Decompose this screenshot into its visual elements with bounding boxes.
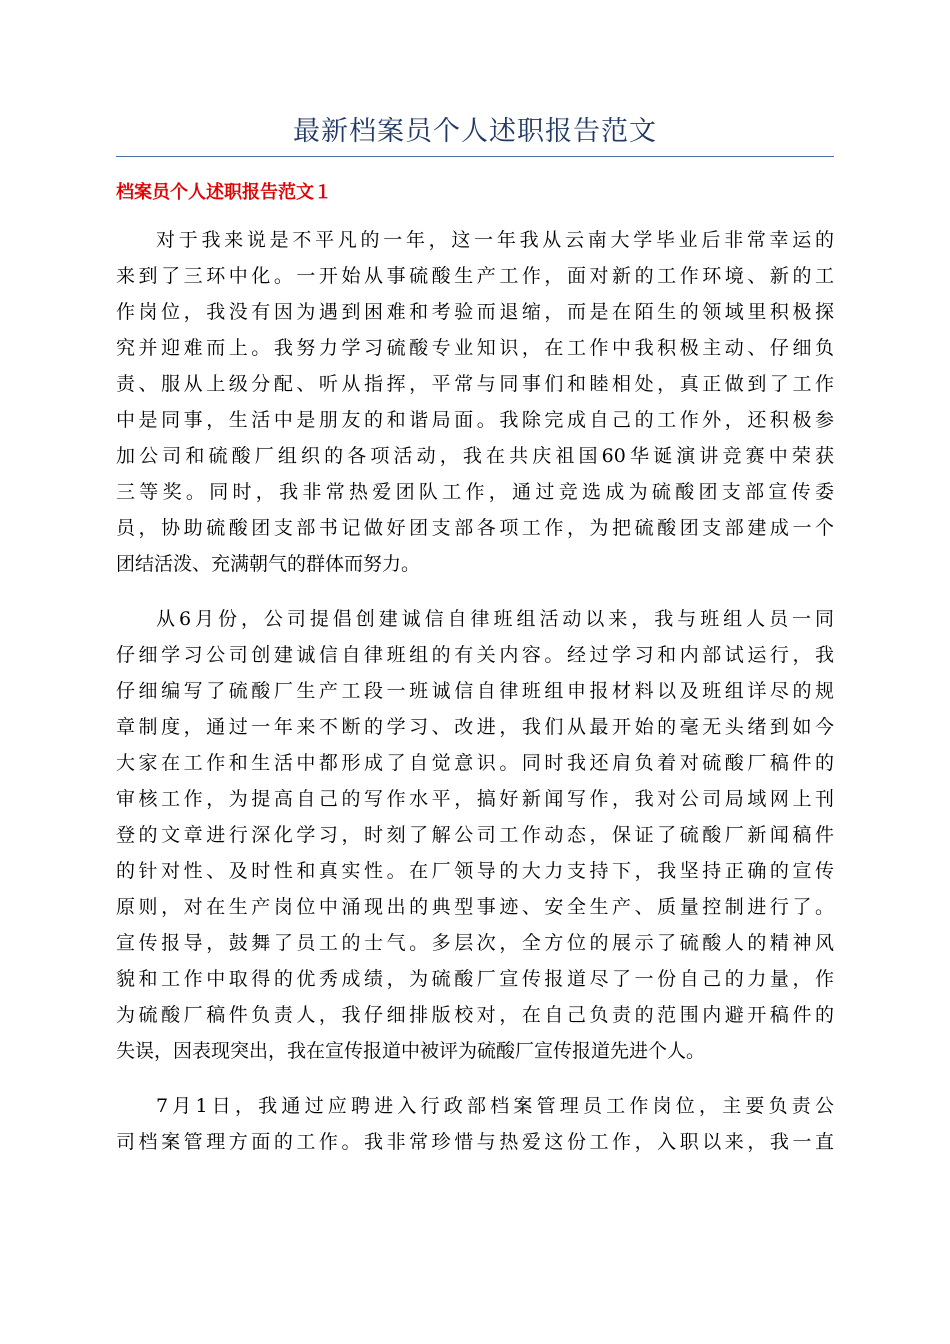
paragraph-line: 责、服从上级分配、听从指挥，平常与同事们和睦相处，真正做到了工作 — [116, 373, 834, 395]
paragraph-line: 原则，对在生产岗位中涌现出的典型事迹、安全生产、质量控制进行了。 — [116, 896, 834, 918]
document-body — [116, 222, 834, 1179]
paragraph-3 — [116, 1088, 834, 1160]
paragraph-line: 审核工作，为提高自己的写作水平，搞好新闻写作，我对公司局域网上刊 — [116, 788, 834, 810]
paragraph-line: 来到了三环中化。一开始从事硫酸生产工作，面对新的工作环境、新的工 — [116, 265, 834, 287]
paragraph-line: 7月1日，我通过应聘进入行政部档案管理员工作岗位，主要负责公 — [156, 1095, 834, 1117]
title-underline — [116, 156, 834, 157]
paragraph-2 — [116, 601, 834, 1069]
paragraph-line: 为硫酸厂稿件负责人，我仔细排版校对，在自己负责的范围内避开稿件的 — [116, 1004, 834, 1026]
section-heading: 档案员个人述职报告范文１ — [116, 182, 332, 203]
paragraph-line: 貌和工作中取得的优秀成绩，为硫酸厂宣传报道尽了一份自己的力量，作 — [116, 968, 834, 990]
paragraph-line: 究并迎难而上。我努力学习硫酸专业知识，在工作中我积极主动、仔细负 — [116, 337, 834, 359]
paragraph-line: 宣传报导，鼓舞了员工的士气。多层次，全方位的展示了硫酸人的精神风 — [116, 932, 834, 954]
paragraph-line: 的针对性、及时性和真实性。在厂领导的大力支持下，我坚持正确的宣传 — [116, 860, 834, 882]
paragraph-line: 登的文章进行深化学习，时刻了解公司工作动态，保证了硫酸厂新闻稿件 — [116, 824, 834, 846]
paragraph-line: 从6月份，公司提倡创建诚信自律班组活动以来，我与班组人员一同 — [156, 608, 834, 630]
paragraph-line: 大家在工作和生活中都形成了自觉意识。同时我还肩负着对硫酸厂稿件的 — [116, 752, 834, 774]
paragraph-line: 三等奖。同时，我非常热爱团队工作，通过竞选成为硫酸团支部宣传委 — [116, 481, 834, 503]
paragraph-line: 中是同事，生活中是朋友的和谐局面。我除完成自己的工作外，还积极参 — [116, 409, 834, 431]
paragraph-line: 失误，因表现突出，我在宣传报道中被评为硫酸厂宣传报道先进个人。 — [116, 1040, 706, 1062]
paragraph-line: 对于我来说是不平凡的一年，这一年我从云南大学毕业后非常幸运的 — [156, 229, 834, 251]
paragraph-line: 员，协助硫酸团支部书记做好团支部各项工作，为把硫酸团支部建成一个 — [116, 517, 834, 539]
paragraph-line: 章制度，通过一年来不断的学习、改进，我们从最开始的毫无头绪到如今 — [116, 716, 834, 738]
paragraph-line: 司档案管理方面的工作。我非常珍惜与热爱这份工作，入职以来，我一直 — [116, 1131, 834, 1153]
paragraph-line: 作岗位，我没有因为遇到困难和考验而退缩，而是在陌生的领域里积极探 — [116, 301, 834, 323]
document-title: 最新档案员个人述职报告范文 — [293, 116, 657, 147]
paragraph-line: 团结活泼、充满朝气的群体而努力。 — [116, 553, 421, 575]
paragraph-1 — [116, 222, 834, 582]
paragraph-line: 加公司和硫酸厂组织的各项活动，我在共庆祖国60华诞演讲竞赛中荣获 — [116, 445, 834, 467]
paragraph-line: 仔细编写了硫酸厂生产工段一班诚信自律班组申报材料以及班组详尽的规 — [116, 680, 834, 702]
paragraph-line: 仔细学习公司创建诚信自律班组的有关内容。经过学习和内部试运行，我 — [116, 644, 834, 666]
